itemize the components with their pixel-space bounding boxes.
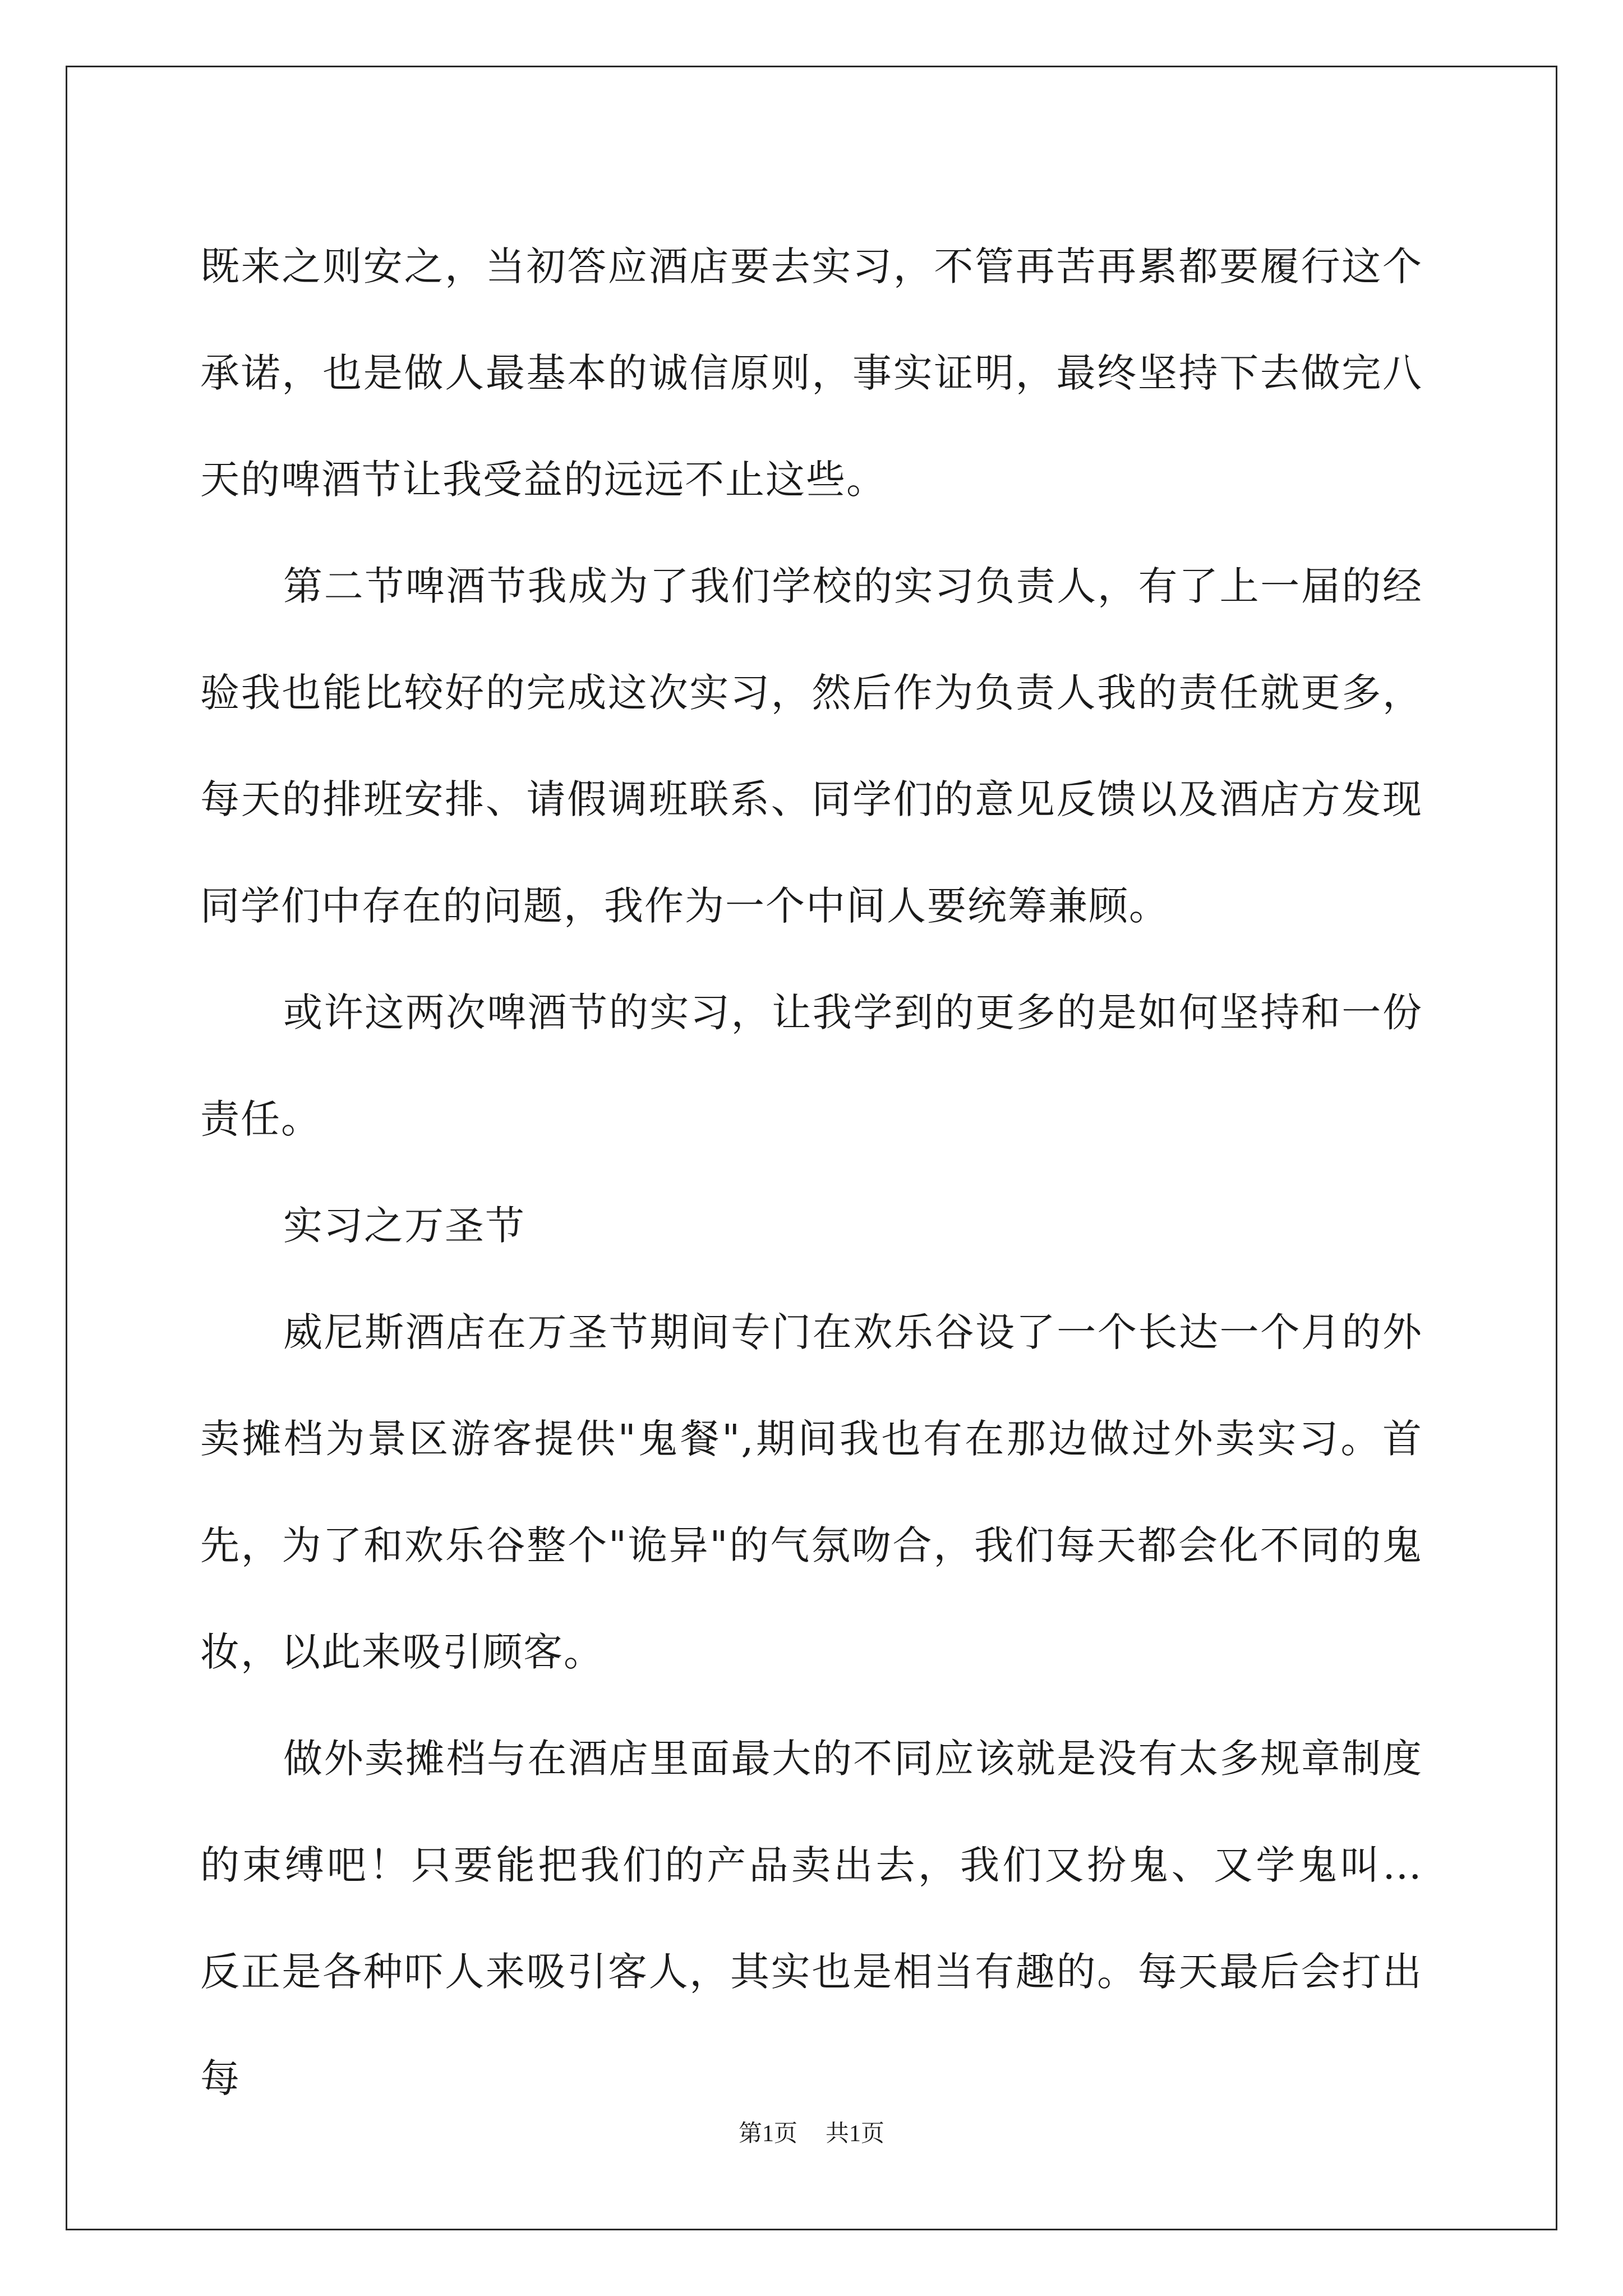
paragraph-1: 既来之则安之，当初答应酒店要去实习，不管再苦再累都要履行这个承诺，也是做人最基本的诚信原则，事实证明，最终坚持下去做完八天的啤酒节让我受益的远远不止这些。 xyxy=(200,243,1423,503)
page-footer xyxy=(0,2115,1623,2148)
paragraph-2: 第二节啤酒节我成为了我们学校的实习负责人，有了上一届的经验我也能比较好的完成这次实习，然后作为负责人我的责任就更多，每天的排班安排、请假调班联系、同学们的意见反馈以及酒店方发现同学们中存在的问题，我作为一个中间人要统筹兼顾。 xyxy=(200,563,1423,929)
document-body xyxy=(200,213,1423,2132)
section-heading-halloween: 实习之万圣节 xyxy=(283,1203,525,1249)
page-number: 第1页 xyxy=(738,2121,797,2147)
paragraph-3: 或许这两次啤酒节的实习，让我学到的更多的是如何坚持和一份责任。 xyxy=(200,990,1423,1142)
paragraph-6: 做外卖摊档与在酒店里面最大的不同应该就是没有太多规章制度的束缚吧！只要能把我们的产品卖出去，我们又扮鬼、又学鬼叫… 反正是各种吓人来吸引客人，其实也是相当有趣的。每天最后会打出每 xyxy=(200,1736,1423,2101)
paragraph-5: 威尼斯酒店在万圣节期间专门在欢乐谷设了一个长达一个月的外卖摊档为景区游客提供"鬼餐",期间我也有在那边做过外卖实习。首先，为了和欢乐谷整个"诡异"的气氛吻合，我们每天都会化不同的鬼妆，以此来吸引顾客。 xyxy=(200,1309,1423,1675)
page-total: 共1页 xyxy=(826,2121,885,2147)
